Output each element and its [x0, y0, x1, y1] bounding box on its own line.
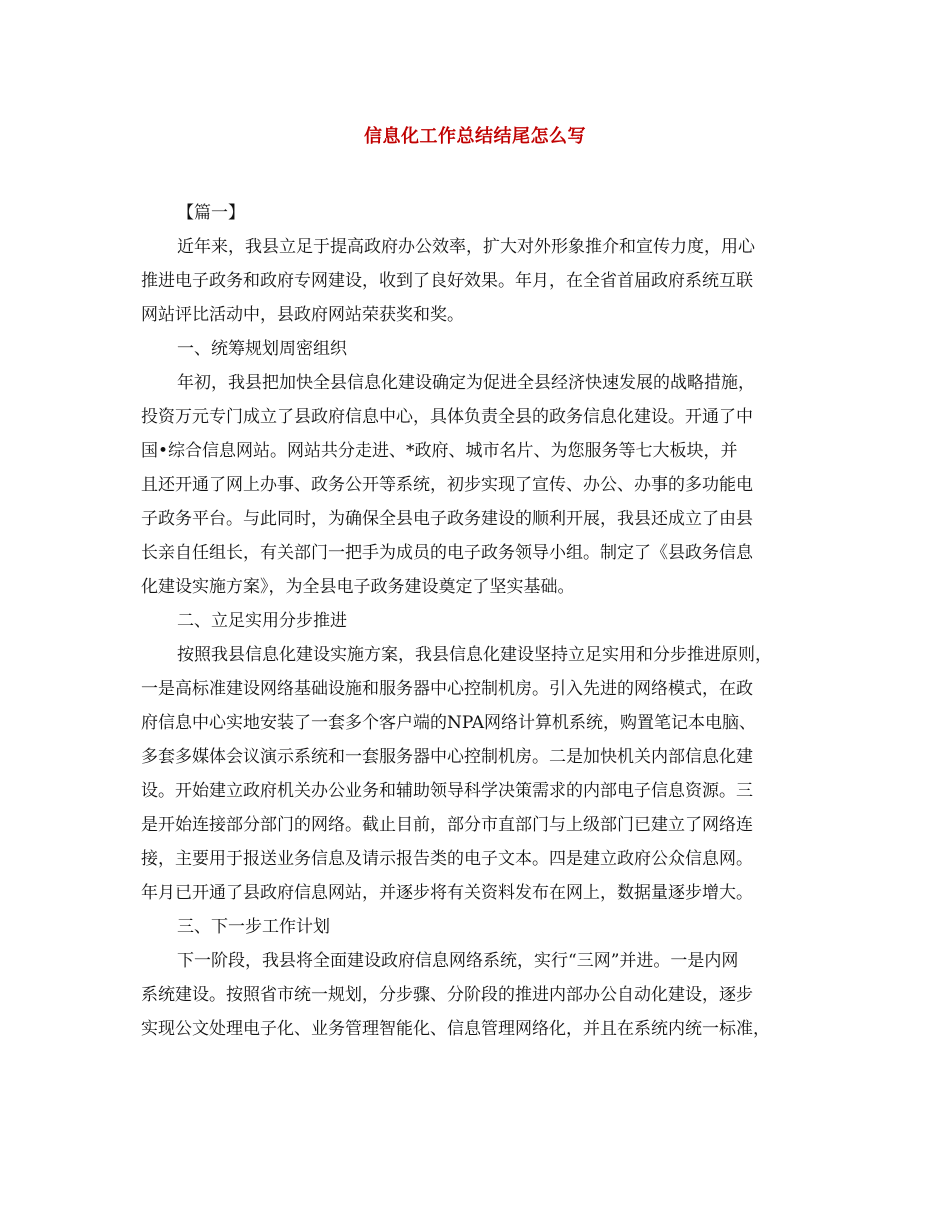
paragraph — [141, 944, 817, 1046]
paragraph-line: 府信息中心实地安装了一套多个客户端的NPA网络计算机系统，购置笔记本电脑、 — [141, 713, 757, 733]
paragraph-line: 年初，我县把加快全县信息化建设确定为促进全县经济快速发展的战略措施， — [177, 373, 755, 393]
heading-text: 一、统筹规划周密组织 — [177, 339, 347, 359]
paragraph-line: 下一阶段，我县将全面建设政府信息网络系统，实行“三网”并进。一是内网 — [177, 951, 739, 971]
paragraph-line: 接，主要用于报送业务信息及请示报告类的电子文本。四是建立政府公众信息网。 — [141, 849, 753, 869]
document-body — [141, 196, 817, 1046]
paragraph-line: 长亲自任组长，有关部门一把手为成员的电子政务领导小组。制定了《县政务信息 — [141, 543, 753, 563]
document-title: 信息化工作总结结尾怎么写 — [364, 126, 586, 147]
paragraph-line: 是开始连接部分部门的网络。截止目前，部分市直部门与上级部门已建立了网络连 — [141, 815, 753, 835]
heading-text: 二、立足实用分步推进 — [177, 611, 347, 631]
heading-text: 【篇一】 — [177, 203, 245, 223]
paragraph-line: 近年来，我县立足于提高政府办公效率，扩大对外形象推介和宣传力度，用心 — [177, 237, 755, 257]
section-heading — [141, 332, 817, 366]
paragraph-line: 多套多媒体会议演示系统和一套服务器中心控制机房。二是加快机关内部信息化建 — [141, 747, 753, 767]
paragraph-line: 投资万元专门成立了县政府信息中心，具体负责全县的政务信息化建设。开通了中 — [141, 407, 753, 427]
paragraph — [141, 366, 817, 604]
paragraph — [141, 230, 817, 332]
paragraph-line: 设。开始建立政府机关办公业务和辅助领导科学决策需求的内部电子信息资源。三 — [141, 781, 753, 801]
paragraph-line: 实现公文处理电子化、业务管理智能化、信息管理网络化，并且在系统内统一标准， — [141, 1019, 770, 1039]
paragraph-line: 按照我县信息化建设实施方案，我县信息化建设坚持立足实用和分步推进原则， — [177, 645, 772, 665]
paragraph-line: 网站评比活动中，县政府网站荣获奖和奖。 — [141, 305, 464, 325]
paragraph-line: 一是高标准建设网络基础设施和服务器中心控制机房。引入先进的网络模式，在政 — [141, 679, 753, 699]
paragraph-line: 年月已开通了县政府信息网站，并逐步将有关资料发布在网上，数据量逐步增大。 — [141, 883, 753, 903]
paragraph-line: 推进电子政务和政府专网建设，收到了良好效果。年月，在全省首届政府系统互联 — [141, 271, 753, 291]
paragraph — [141, 638, 817, 910]
paragraph-line: 国•综合信息网站。网站共分走进、*政府、城市名片、为您服务等七大板块，并 — [141, 441, 738, 461]
section-heading — [141, 196, 817, 230]
paragraph-line: 化建设实施方案》，为全县电子政务建设奠定了坚实基础。 — [141, 577, 575, 597]
paragraph-line: 子政务平台。与此同时，为确保全县电子政务建设的顺利开展，我县还成立了由县 — [141, 509, 753, 529]
section-heading — [141, 604, 817, 638]
paragraph-line: 且还开通了网上办事、政务公开等系统，初步实现了宣传、办公、办事的多功能电 — [141, 475, 753, 495]
heading-text: 三、下一步工作计划 — [177, 917, 330, 937]
section-heading — [141, 910, 817, 944]
paragraph-line: 系统建设。按照省市统一规划，分步骤、分阶段的推进内部办公自动化建设，逐步 — [141, 985, 753, 1005]
